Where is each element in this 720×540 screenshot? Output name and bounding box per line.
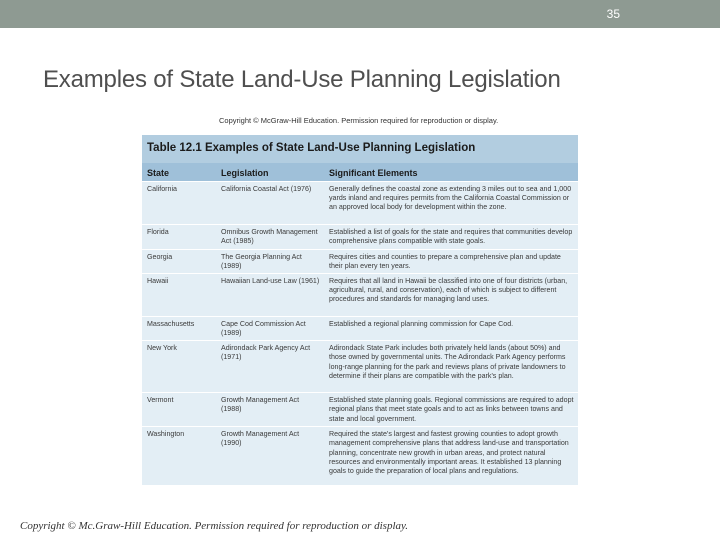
- table-row: [142, 341, 578, 393]
- table-row: [142, 225, 578, 250]
- state-cell: Florida: [142, 225, 216, 250]
- legislation-table: [142, 163, 578, 485]
- table-row: [142, 427, 578, 485]
- legislation-cell: Hawaiian Land-use Law (1961): [216, 274, 324, 317]
- column-header-elements: Significant Elements: [324, 163, 578, 182]
- elements-cell: Established state planning goals. Regional commissions are required to adopt regional plans that meet state goals and to act as links between towns and state and local government.: [324, 393, 578, 427]
- table-caption-bar: [142, 135, 578, 163]
- table-row: [142, 182, 578, 225]
- state-cell: New York: [142, 341, 216, 393]
- page-number: 35: [606, 7, 620, 21]
- elements-cell: Requires cities and counties to prepare a comprehensive plan and update their plan every ten years.: [324, 250, 578, 274]
- table-row: [142, 274, 578, 317]
- elements-cell: Requires that all land in Hawaii be classified into one of four districts (urban, agricultural, rural, and conservation), each of which is subject to different procedures and standards for managing land uses.: [324, 274, 578, 317]
- legislation-cell: Adirondack Park Agency Act (1971): [216, 341, 324, 393]
- legislation-cell: Growth Management Act (1988): [216, 393, 324, 427]
- state-cell: Georgia: [142, 250, 216, 274]
- elements-cell: Established a regional planning commission for Cape Cod.: [324, 317, 578, 341]
- legislation-cell: Omnibus Growth Management Act (1985): [216, 225, 324, 250]
- elements-cell: Adirondack State Park includes both privately held lands (about 50%) and those owned by governmental units. The Adirondack Park Agency performs long-range planning for the park and reviews plans of private landowners to determine if their plans are compatible with the park's plan.: [324, 341, 578, 393]
- state-cell: Washington: [142, 427, 216, 485]
- column-header-legislation: Legislation: [216, 163, 324, 182]
- legislation-cell: California Coastal Act (1976): [216, 182, 324, 225]
- table-caption: Table 12.1 Examples of State Land-Use Planning Legislation: [147, 142, 476, 154]
- state-cell: Vermont: [142, 393, 216, 427]
- top-bar: [0, 0, 720, 28]
- legislation-cell: Cape Cod Commission Act (1989): [216, 317, 324, 341]
- state-cell: California: [142, 182, 216, 225]
- state-cell: Massachusetts: [142, 317, 216, 341]
- slide-title: Examples of State Land-Use Planning Legislation: [43, 66, 561, 93]
- legislation-cell: The Georgia Planning Act (1989): [216, 250, 324, 274]
- state-cell: Hawaii: [142, 274, 216, 317]
- image-credit: Copyright © McGraw-Hill Education. Permission required for reproduction or display.: [219, 116, 499, 125]
- legislation-table-figure: [142, 135, 578, 485]
- table-header-row: [142, 163, 578, 182]
- table-row: [142, 250, 578, 274]
- elements-cell: Required the state's largest and fastest growing counties to adopt growth management comprehensive plans that address land-use and transportation planning, concentrate new growth in urban areas, and protect natural resources and environmentally important areas. It established 13 planning goals to guide the preparation of local plans and regulations.: [324, 427, 578, 485]
- column-header-state: State: [142, 163, 216, 182]
- legislation-cell: Growth Management Act (1990): [216, 427, 324, 485]
- elements-cell: Generally defines the coastal zone as extending 3 miles out to sea and 1,000 yards inland and requires permits from the California Coastal Commission or an approved local body for development within the zone.: [324, 182, 578, 225]
- footer-copyright: Copyright © Mc.Graw-Hill Education. Permission required for reproduction or display.: [20, 520, 409, 532]
- elements-cell: Established a list of goals for the state and requires that communities develop comprehensive plans compatible with state goals.: [324, 225, 578, 250]
- table-row: [142, 317, 578, 341]
- table-row: [142, 393, 578, 427]
